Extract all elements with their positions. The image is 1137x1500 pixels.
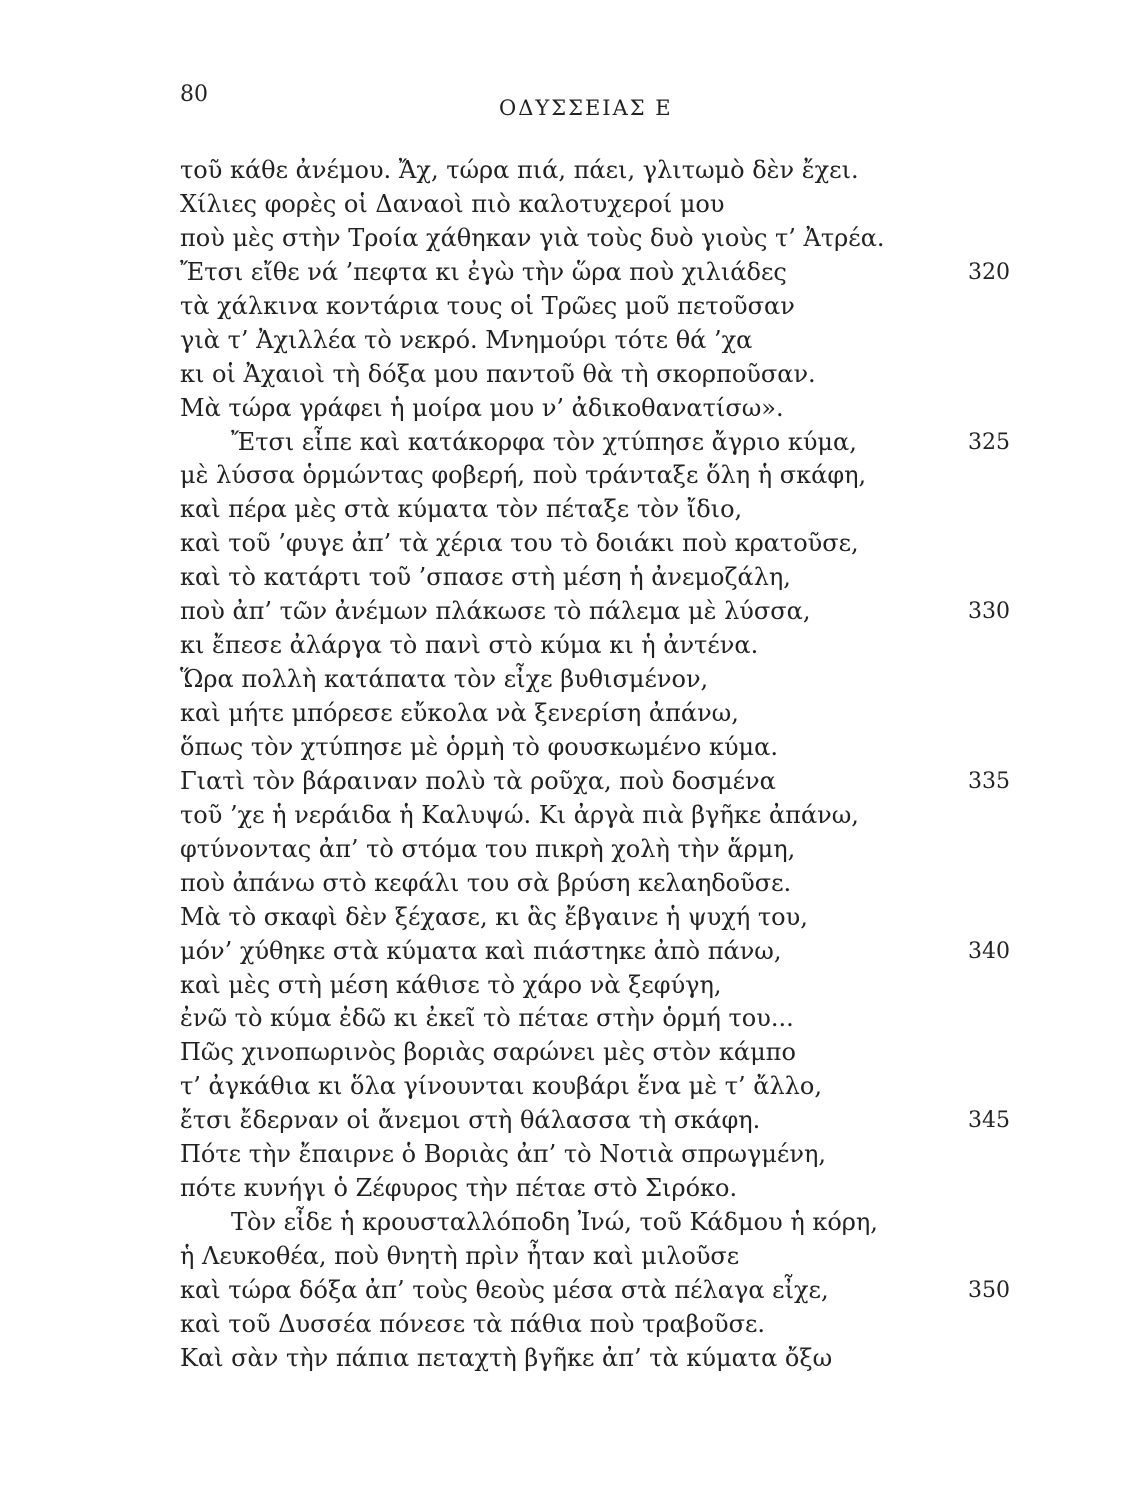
verse-text: Πῶς χινοπωρινὸς βοριὰς σαρώνει μὲς στὸν κάμπο (180, 1038, 796, 1067)
verse-number: 345 (968, 1108, 1010, 1134)
verse-text: καὶ μήτε μπόρεσε εὔκολα νὰ ξενερίση ἀπάνω, (180, 699, 739, 727)
verse-line (0, 663, 1137, 697)
verse-line (0, 256, 1137, 290)
verse-text: ποὺ ἀπ’ τῶν ἀνέμων πλάκωσε τὸ πάλεμα μὲ λύσσα, (180, 597, 811, 626)
verse-text: Καὶ σὰν τὴν πάπια πεταχτὴ βγῆκε ἀπ’ τὰ κύματα ὄξω (180, 1343, 833, 1372)
verse-line (0, 1240, 1137, 1274)
verse-text: Γιατὶ τὸν βάραιναν πολὺ τὰ ροῦχα, ποὺ δοσμένα (180, 766, 776, 795)
verse-line (0, 188, 1137, 222)
verse-number: 325 (968, 429, 1010, 455)
verse-line (0, 1104, 1137, 1138)
verse-text: ὅπως τὸν χτύπησε μὲ ὁρμὴ τὸ φουσκωμένο κύμα. (180, 732, 778, 761)
verse-text: μὲ λύσσα ὁρμώντας φοβερή, ποὺ τράνταξε ὅλη ἡ σκάφη, (180, 461, 867, 490)
verse-line (0, 324, 1137, 358)
verse-text: ἐνῶ τὸ κύμα ἐδῶ κι ἐκεῖ τὸ πέταε στὴν ὁρμή του... (180, 1004, 794, 1033)
verse-line (0, 493, 1137, 527)
verse-text: μόν’ χύθηκε στὰ κύματα καὶ πιάστηκε ἀπὸ πάνω, (180, 936, 782, 965)
verse-line (0, 765, 1137, 799)
verse-line (0, 799, 1137, 833)
verse-text: τὰ χάλκινα κοντάρια τους οἱ Τρῶες μοῦ πετοῦσαν (180, 291, 795, 320)
verse-line (0, 867, 1137, 901)
verse-text: Ὥρα πολλὴ κατάπατα τὸν εἶχε βυθισμένον, (180, 665, 709, 694)
verse-text: Πότε τὴν ἔπαιρνε ὁ Βοριὰς ἀπ’ τὸ Νοτιὰ σπρωγμένη, (180, 1140, 826, 1169)
verse-line (0, 154, 1137, 188)
verse-text: φτύνοντας ἀπ’ τὸ στόμα του πικρὴ χολὴ τὴν ἅρμη, (180, 834, 796, 863)
verse-line (0, 1172, 1137, 1206)
verse-text: Χίλιες φορὲς οἱ Δαναοὶ πιὸ καλοτυχεροί μου (180, 189, 725, 218)
verse-text: πότε κυνήγι ὁ Ζέφυρος τὴν πέταε στὸ Σιρόκο. (180, 1174, 738, 1203)
verse-line (0, 1206, 1137, 1240)
verse-line (0, 969, 1137, 1003)
verse-line (0, 731, 1137, 765)
verse-text: γιὰ τ’ Ἀχιλλέα τὸ νεκρό. Μνημούρι τότε θά ’χα (180, 325, 753, 354)
verse-text: κι ἔπεσε ἀλάργα τὸ πανὶ στὸ κύμα κι ἡ ἀντένα. (180, 631, 759, 660)
verse-text: ποὺ μὲς στὴν Τροία χάθηκαν γιὰ τοὺς δυὸ γιοὺς τ’ Ἀτρέα. (180, 223, 885, 252)
verse-text: τοῦ κάθε ἀνέμου. Ἄχ, τώρα πιά, πάει, γλιτωμὸ δὲν ἔχει. (180, 156, 859, 184)
poem-body (0, 154, 1137, 1376)
running-title: ΟΔΥΣΣΕΙΑΣ Ε (499, 96, 673, 120)
verse-line (0, 290, 1137, 324)
verse-number: 320 (968, 259, 1010, 285)
verse-text: τ’ ἀγκάθια κι ὅλα γίνουνται κουβάρι ἕνα μὲ τ’ ἄλλο, (180, 1072, 822, 1101)
verse-text: καὶ τοῦ Δυσσέα πόνεσε τὰ πάθια ποὺ τραβοῦσε. (180, 1309, 766, 1338)
page-number: 80 (180, 82, 208, 107)
verse-line (0, 1308, 1137, 1342)
verse-number: 335 (968, 768, 1010, 794)
verse-text: ἔτσι ἔδερναν οἱ ἄνεμοι στὴ θάλασσα τὴ σκάφη. (180, 1106, 761, 1135)
verse-text: Μὰ τώρα γράφει ἡ μοίρα μου ν’ ἀδικοθανατίσω». (180, 393, 784, 422)
verse-line (0, 935, 1137, 969)
verse-number: 350 (968, 1277, 1010, 1303)
verse-line (0, 901, 1137, 935)
verse-line (0, 459, 1137, 493)
verse-line (0, 595, 1137, 629)
verse-line (0, 697, 1137, 731)
verse-text: κι οἱ Ἀχαιοὶ τὴ δόξα μου παντοῦ θὰ τὴ σκορποῦσαν. (180, 359, 816, 388)
verse-text: καὶ τὸ κατάρτι τοῦ ’σπασε στὴ μέση ἡ ἀνεμοζάλη, (180, 563, 791, 592)
verse-line (0, 1274, 1137, 1308)
verse-number: 340 (968, 938, 1010, 964)
verse-text: καὶ τώρα δόξα ἀπ’ τοὺς θεοὺς μέσα στὰ πέλαγα εἶχε, (180, 1275, 829, 1304)
verse-text: ποὺ ἀπάνω στὸ κεφάλι του σὰ βρύση κελαηδοῦσε. (180, 868, 792, 897)
verse-line (0, 222, 1137, 256)
verse-text: τοῦ ’χε ἡ νεράιδα ἡ Καλυψώ. Κι ἀργὰ πιὰ βγῆκε ἀπάνω, (180, 800, 859, 829)
verse-text: καὶ πέρα μὲς στὰ κύματα τὸν πέταξε τὸν ἴδιο, (180, 495, 743, 524)
verse-line (0, 1002, 1137, 1036)
verse-text: Τὸν εἶδε ἡ κρουσταλλόποδη Ἰνώ, τοῦ Κάδμου ἡ κόρη, (231, 1208, 878, 1237)
verse-number: 330 (968, 599, 1010, 625)
verse-line (0, 833, 1137, 867)
verse-line (0, 1070, 1137, 1104)
verse-text: Ἔτσι εἴθε νά ’πεφτα κι ἐγὼ τὴν ὥρα ποὺ χιλιάδες (180, 257, 787, 286)
verse-line (0, 392, 1137, 426)
verse-text: ἡ Λευκοθέα, ποὺ θνητὴ πρὶν ἦταν καὶ μιλοῦσε (180, 1242, 740, 1270)
verse-line (0, 358, 1137, 392)
verse-line (0, 1342, 1137, 1376)
verse-text: Μὰ τὸ σκαφὶ δὲν ξέχασε, κι ἃς ἔβγαινε ἡ ψυχή του, (180, 902, 808, 931)
verse-line (0, 426, 1137, 460)
verse-line (0, 629, 1137, 663)
verse-text: Ἔτσι εἶπε καὶ κατάκορφα τὸν χτύπησε ἄγριο κύμα, (231, 427, 857, 456)
verse-line (0, 1138, 1137, 1172)
verse-text: καὶ τοῦ ’φυγε ἀπ’ τὰ χέρια του τὸ δοιάκι ποὺ κρατοῦσε, (180, 529, 859, 558)
verse-line (0, 561, 1137, 595)
verse-text: καὶ μὲς στὴ μέση κάθισε τὸ χάρο νὰ ξεφύγη, (180, 970, 722, 999)
verse-line (0, 1036, 1137, 1070)
verse-line (0, 527, 1137, 561)
